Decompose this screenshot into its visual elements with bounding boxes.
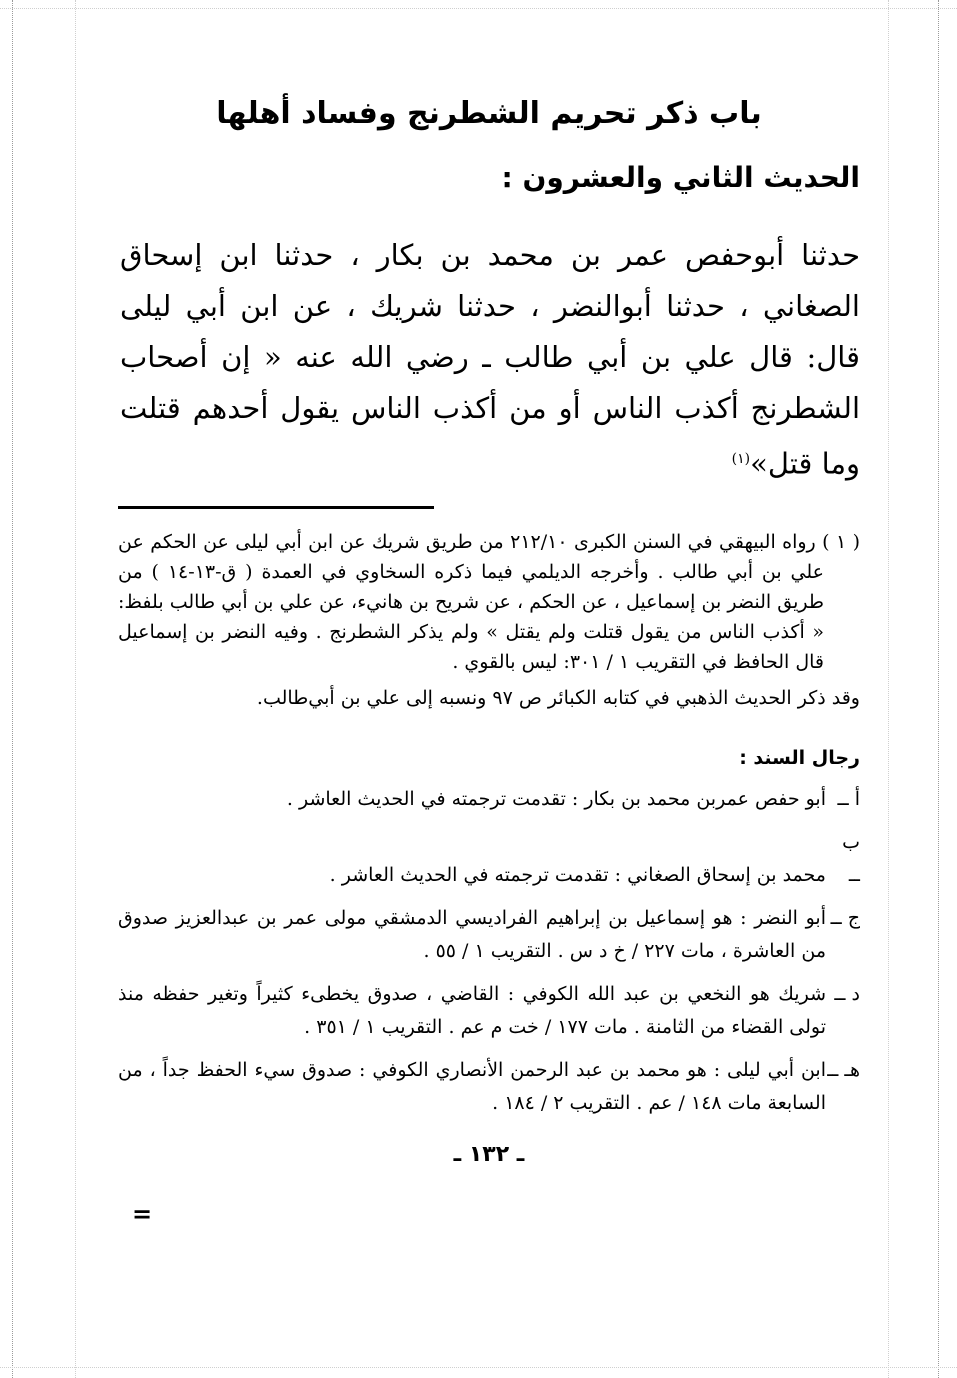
narrator-text: شريك هو النخعي بن عبد الله الكوفي : القاضي ، صدوق يخطىء كثيراً وتغير حفظه منذ تولى القضاء من الثامنة . مات ١٧٧ / خت م عم . التقريب ١ / ٣٥١ . <box>118 982 826 1038</box>
narrator-text: أبو حفص عمربن محمد بن بكار : تقدمت ترجمته في الحديث العاشر . <box>286 787 826 810</box>
page-border-bottom <box>0 1367 957 1368</box>
narrator-text: أبو النضر : هو إسماعيل بن إبراهيم الفراديسي الدمشقي مولى عمر بن عبدالعزيز صدوق من العاشرة ، مات ٢٢٧ / خ د س . التقريب ١ / ٥٥ . <box>118 906 826 962</box>
hadith-matn: حدثنا أبوحفص عمر بن محمد بن بكار ، حدثنا ابن إسحاق الصغاني ، حدثنا أبوالنضر ، حدثنا شريك ، عن ابن أبي ليلى قال: قال علي بن أبي طالب ـ رضي الله عنه « إن أصحاب الشطرنج أكذب الناس أو من أكذب الناس يقول أحدهم قتلت وما قتل» <box>120 238 860 481</box>
narrator-letter: أ ــ <box>837 787 860 810</box>
page-number: ـ ١٣٢ ـ <box>453 1141 525 1167</box>
narrator-letter: ج ــ <box>830 906 860 929</box>
page-border-left-inner <box>75 0 76 1378</box>
narrator-item <box>118 902 860 968</box>
footnote-main: ( ١ ) رواه البيهقي في السنن الكبرى ٢١٢/١٠ من طريق شريك عن ابن أبي ليلى عن الحكم عن علي بن أبي طالب . وأخرجه الديلمي فيما ذكره السخاوي في العمدة ( ق-١٣-١٤ ) من طريق النضر بن إسماعيل ، عن الحكم ، عن شريح بن هانيء، عن علي بن أبي طالب بلفظ: « أكذب الناس من يقول قتلت ولم يقتل » ولم يذكر الشطرنج . وفيه النضر بن إسماعيل قال الحافظ في التقريب ١ / ٣٠١: ليس بالقوي . <box>118 530 861 673</box>
narrator-item <box>118 826 860 892</box>
chapter-title: باب ذكر تحريم الشطرنج وفساد أهلها <box>216 96 762 131</box>
narrator-item <box>118 1054 860 1120</box>
hadith-heading: الحديث الثاني والعشرون : <box>501 161 860 194</box>
narrator-letter: ب ــ <box>842 830 860 886</box>
narrator-list <box>118 783 860 1120</box>
sanad-heading: رجال السند : <box>739 746 860 769</box>
footnote <box>118 527 860 713</box>
page-border-right <box>938 0 939 1378</box>
hadith-text <box>118 230 860 490</box>
footnote-separator <box>118 506 434 509</box>
narrator-text: ابن أبي ليلى : هو محمد بن عبد الرحمن الأنصاري الكوفي : صدوق سيء الحفظ جداً ، من السابعة مات ١٤٨ / عم . التقريب ٢ / ١٨٤ . <box>118 1058 826 1114</box>
narrator-letter: هـ ــ <box>827 1058 860 1081</box>
narrator-item <box>118 783 860 816</box>
page-border-top <box>0 8 957 9</box>
book-page <box>118 80 860 1320</box>
narrator-item <box>118 978 860 1044</box>
continuation-mark: = <box>132 1199 153 1228</box>
narrator-text: محمد بن إسحاق الصغاني : تقدمت ترجمته في الحديث العاشر . <box>329 863 826 886</box>
footnote-extra: وقد ذكر الحديث الذهبي في كتابه الكبائر ص ٩٧ ونسبه إلى علي بن أبي‌طالب. <box>256 686 860 709</box>
narrator-letter: د ــ <box>834 982 860 1005</box>
page-border-left <box>12 0 13 1378</box>
footnote-reference: (١) <box>731 451 751 467</box>
page-border-right-inner <box>888 0 889 1378</box>
